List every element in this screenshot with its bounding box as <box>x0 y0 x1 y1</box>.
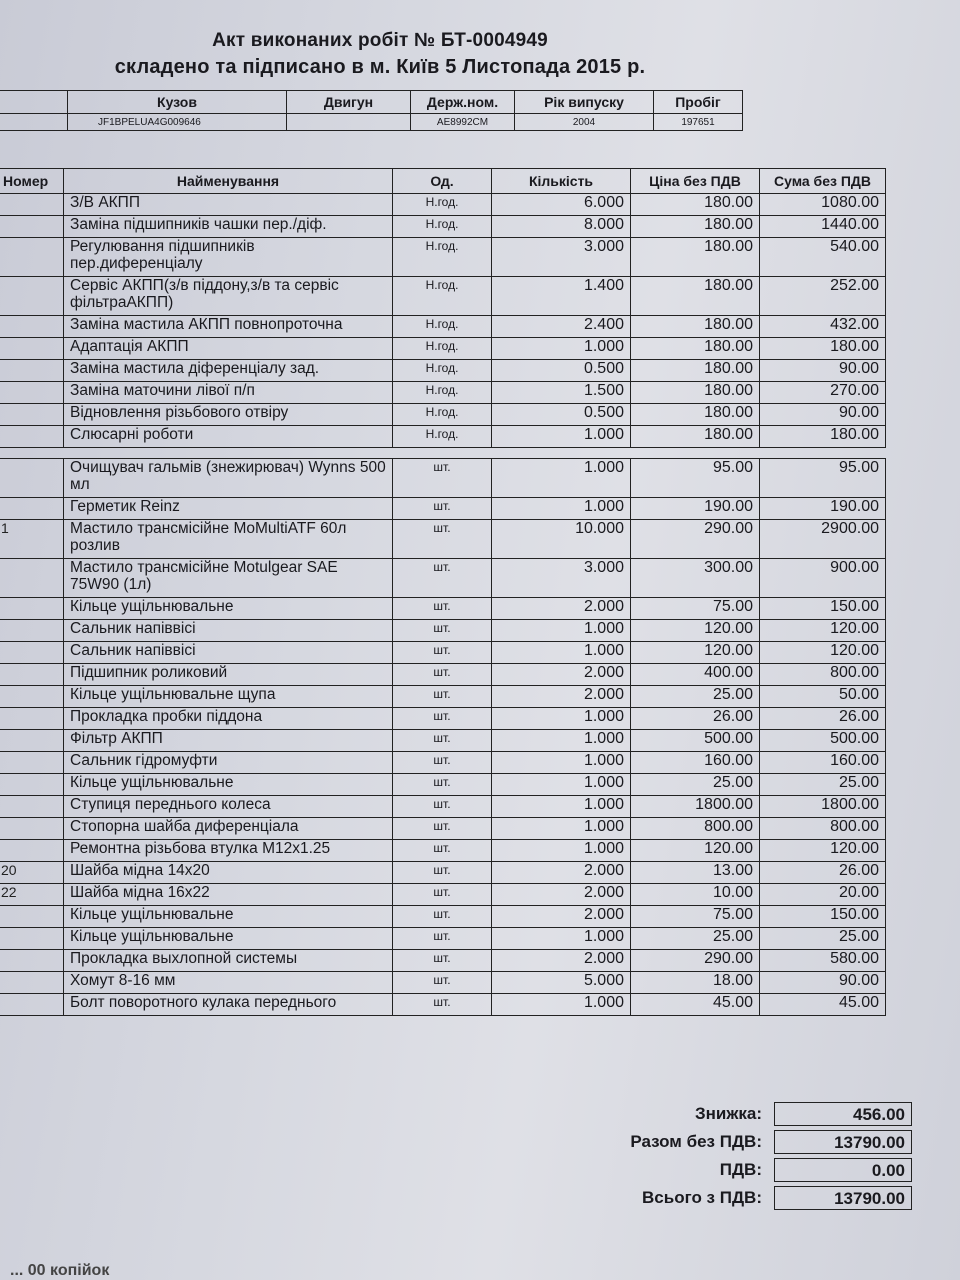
cell-sum: 190.00 <box>760 498 886 520</box>
cell-name: Заміна мастила діференціалу зад. <box>64 360 393 382</box>
cell-num <box>0 559 64 598</box>
table-row <box>0 316 886 338</box>
cell-price: 400.00 <box>631 664 760 686</box>
cell-sum: 1080.00 <box>760 194 886 216</box>
cell-unit: шт. <box>393 818 492 840</box>
cell-unit: шт. <box>393 664 492 686</box>
cell-name: Адаптація АКПП <box>64 338 393 360</box>
cell-unit: Н.год. <box>393 338 492 360</box>
cell-num <box>0 216 64 238</box>
cell-price: 120.00 <box>631 642 760 664</box>
cell-num <box>0 459 64 498</box>
cell-unit: шт. <box>393 708 492 730</box>
cell-sum: 580.00 <box>760 950 886 972</box>
cell-name: Кільце ущільнювальне <box>64 928 393 950</box>
cell-price: 75.00 <box>631 598 760 620</box>
table-row <box>0 238 886 277</box>
cell-price: 500.00 <box>631 730 760 752</box>
cell-sum: 90.00 <box>760 972 886 994</box>
cell-price: 290.00 <box>631 950 760 972</box>
table-row <box>0 194 886 216</box>
cell-qty: 1.000 <box>492 620 631 642</box>
cell-num <box>0 840 64 862</box>
cell-unit: шт. <box>393 950 492 972</box>
cell-qty: 2.400 <box>492 316 631 338</box>
cell-name: Шайба мідна 14х20 <box>64 862 393 884</box>
discount-value: 456.00 <box>774 1102 912 1126</box>
cell-name: Болт поворотного кулака переднього <box>64 994 393 1016</box>
cell-unit: шт. <box>393 906 492 928</box>
table-row <box>0 730 886 752</box>
cell-price: 180.00 <box>631 216 760 238</box>
cell-price: 10.00 <box>631 884 760 906</box>
cell-qty: 10.000 <box>492 520 631 559</box>
cell-qty: 1.000 <box>492 818 631 840</box>
cell-qty: 1.000 <box>492 498 631 520</box>
header-sum: Сума без ПДВ <box>760 169 886 194</box>
document-title: Акт виконаних робіт № БТ-0004949 <box>212 30 548 51</box>
cell-sum: 252.00 <box>760 277 886 316</box>
cell-name: Хомут 8-16 мм <box>64 972 393 994</box>
cell-num <box>0 277 64 316</box>
cell-name: Фільтр АКПП <box>64 730 393 752</box>
items-table <box>0 168 886 1016</box>
cell-name: Кільце ущільнювальне <box>64 774 393 796</box>
table-row <box>0 906 886 928</box>
cell-num <box>0 950 64 972</box>
table-row <box>0 277 886 316</box>
table-row <box>0 972 886 994</box>
cell-num <box>0 972 64 994</box>
cell-num <box>0 598 64 620</box>
cell-num: 1 <box>0 520 64 559</box>
cell-price: 25.00 <box>631 686 760 708</box>
cell-name: Слюсарні роботи <box>64 426 393 448</box>
cell-qty: 1.500 <box>492 382 631 404</box>
cell-unit: шт. <box>393 928 492 950</box>
table-row <box>0 642 886 664</box>
cell-sum: 25.00 <box>760 774 886 796</box>
vehicle-plate: AE8992CM <box>411 114 515 131</box>
cell-name: Регулювання підшипників пер.диференціалу <box>64 238 393 277</box>
cell-qty: 3.000 <box>492 559 631 598</box>
cell-sum: 1800.00 <box>760 796 886 818</box>
table-row <box>0 498 886 520</box>
part-rows <box>0 459 886 1016</box>
cell-price: 180.00 <box>631 382 760 404</box>
cell-name: Кільце ущільнювальне <box>64 906 393 928</box>
table-row <box>0 994 886 1016</box>
cell-price: 180.00 <box>631 426 760 448</box>
cell-price: 180.00 <box>631 338 760 360</box>
cell-num <box>0 708 64 730</box>
cell-unit: шт. <box>393 862 492 884</box>
table-row <box>0 862 886 884</box>
cell-qty: 3.000 <box>492 238 631 277</box>
cell-price: 290.00 <box>631 520 760 559</box>
cell-num: 22 <box>0 884 64 906</box>
cell-qty: 1.000 <box>492 774 631 796</box>
cell-unit: шт. <box>393 840 492 862</box>
table-row <box>0 752 886 774</box>
total-row-discount <box>442 1100 912 1128</box>
grand-total-value: 13790.00 <box>774 1186 912 1210</box>
cell-price: 800.00 <box>631 818 760 840</box>
cell-price: 180.00 <box>631 277 760 316</box>
cell-qty: 1.000 <box>492 994 631 1016</box>
cell-num <box>0 338 64 360</box>
cell-price: 120.00 <box>631 840 760 862</box>
cell-num <box>0 194 64 216</box>
cell-unit: Н.год. <box>393 404 492 426</box>
cell-name: Мастило трансмісійне MoMultiATF 60л розлив <box>64 520 393 559</box>
cell-num <box>0 796 64 818</box>
cell-qty: 1.000 <box>492 459 631 498</box>
cell-sum: 20.00 <box>760 884 886 906</box>
total-row-vat <box>442 1156 912 1184</box>
cell-sum: 150.00 <box>760 906 886 928</box>
vehicle-info-table <box>0 90 743 131</box>
cell-name: Мастило трансмісійне Motulgear SAE 75W90 (1л) <box>64 559 393 598</box>
cell-unit: шт. <box>393 774 492 796</box>
cell-sum: 50.00 <box>760 686 886 708</box>
cell-unit: Н.год. <box>393 277 492 316</box>
cell-num <box>0 316 64 338</box>
cell-num <box>0 818 64 840</box>
cell-sum: 180.00 <box>760 426 886 448</box>
cell-sum: 95.00 <box>760 459 886 498</box>
grand-total-label: Всього з ПДВ: <box>642 1188 762 1207</box>
cell-qty: 2.000 <box>492 664 631 686</box>
cell-qty: 2.000 <box>492 906 631 928</box>
table-row <box>0 840 886 862</box>
cell-unit: шт. <box>393 730 492 752</box>
cell-name: Шайба мідна 16х22 <box>64 884 393 906</box>
total-row-subtotal <box>442 1128 912 1156</box>
cell-unit: шт. <box>393 498 492 520</box>
cell-qty: 2.000 <box>492 862 631 884</box>
cell-qty: 1.000 <box>492 928 631 950</box>
cell-name: Сальник напіввісі <box>64 620 393 642</box>
cell-qty: 5.000 <box>492 972 631 994</box>
cell-unit: Н.год. <box>393 316 492 338</box>
cell-num <box>0 642 64 664</box>
cell-price: 75.00 <box>631 906 760 928</box>
cell-name: Кільце ущільнювальне <box>64 598 393 620</box>
cell-sum: 120.00 <box>760 620 886 642</box>
cell-price: 13.00 <box>631 862 760 884</box>
cell-name: Прокладка выхлопной системы <box>64 950 393 972</box>
table-row <box>0 559 886 598</box>
cell-qty: 8.000 <box>492 216 631 238</box>
cell-num <box>0 664 64 686</box>
cell-price: 180.00 <box>631 316 760 338</box>
document-subtitle: складено та підписано в м. Київ 5 Листопада 2015 р. <box>114 56 646 78</box>
cell-qty: 1.000 <box>492 426 631 448</box>
vehicle-header-blank <box>0 91 68 114</box>
cell-sum: 800.00 <box>760 818 886 840</box>
cell-qty: 2.000 <box>492 950 631 972</box>
cell-unit: шт. <box>393 994 492 1016</box>
cell-sum: 270.00 <box>760 382 886 404</box>
cell-price: 1800.00 <box>631 796 760 818</box>
vehicle-mileage: 197651 <box>654 114 743 131</box>
cell-unit: шт. <box>393 598 492 620</box>
cell-price: 95.00 <box>631 459 760 498</box>
cell-sum: 120.00 <box>760 642 886 664</box>
cell-unit: шт. <box>393 796 492 818</box>
table-row <box>0 520 886 559</box>
cell-price: 180.00 <box>631 238 760 277</box>
cell-num <box>0 774 64 796</box>
total-row-grand <box>442 1184 912 1212</box>
header-price: Ціна без ПДВ <box>631 169 760 194</box>
cell-unit: шт. <box>393 620 492 642</box>
cell-price: 180.00 <box>631 404 760 426</box>
cell-name: Сальник гідромуфти <box>64 752 393 774</box>
cell-sum: 500.00 <box>760 730 886 752</box>
cell-qty: 2.000 <box>492 884 631 906</box>
cell-num <box>0 404 64 426</box>
vehicle-cell-blank <box>0 114 68 131</box>
cell-price: 160.00 <box>631 752 760 774</box>
vehicle-year: 2004 <box>515 114 654 131</box>
cell-num <box>0 994 64 1016</box>
cell-qty: 1.000 <box>492 708 631 730</box>
cell-sum: 180.00 <box>760 338 886 360</box>
cell-unit: Н.год. <box>393 194 492 216</box>
table-row <box>0 338 886 360</box>
section-gap-cell <box>0 448 886 459</box>
table-row <box>0 216 886 238</box>
cell-num <box>0 928 64 950</box>
table-row <box>0 884 886 906</box>
table-row <box>0 404 886 426</box>
cell-sum: 90.00 <box>760 404 886 426</box>
cell-price: 25.00 <box>631 928 760 950</box>
cell-name: Стопорна шайба диференціала <box>64 818 393 840</box>
cell-sum: 1440.00 <box>760 216 886 238</box>
header-unit: Од. <box>393 169 492 194</box>
cell-price: 180.00 <box>631 360 760 382</box>
cell-name: Заміна маточини лівої п/п <box>64 382 393 404</box>
cell-name: Кільце ущільнювальне щупа <box>64 686 393 708</box>
cell-unit: Н.год. <box>393 216 492 238</box>
cell-sum: 26.00 <box>760 708 886 730</box>
cell-name: Ступиця переднього колеса <box>64 796 393 818</box>
cell-qty: 1.000 <box>492 338 631 360</box>
cell-qty: 2.000 <box>492 686 631 708</box>
cell-name: Заміна мастила АКПП повнопроточна <box>64 316 393 338</box>
cell-num <box>0 752 64 774</box>
cell-qty: 2.000 <box>492 598 631 620</box>
cell-unit: шт. <box>393 459 492 498</box>
cell-price: 190.00 <box>631 498 760 520</box>
cell-sum: 160.00 <box>760 752 886 774</box>
table-row <box>0 598 886 620</box>
vat-label: ПДВ: <box>719 1160 762 1179</box>
table-row <box>0 708 886 730</box>
cell-qty: 1.000 <box>492 840 631 862</box>
cell-num <box>0 426 64 448</box>
cell-sum: 26.00 <box>760 862 886 884</box>
cell-unit: шт. <box>393 686 492 708</box>
cell-num <box>0 686 64 708</box>
header-number: Номер <box>0 169 64 194</box>
table-row <box>0 664 886 686</box>
cell-unit: шт. <box>393 559 492 598</box>
cell-name: Відновлення різьбового отвіру <box>64 404 393 426</box>
cell-name: Герметик Reinz <box>64 498 393 520</box>
cell-qty: 1.000 <box>492 752 631 774</box>
section-gap <box>0 448 886 459</box>
table-row <box>0 360 886 382</box>
cell-price: 45.00 <box>631 994 760 1016</box>
cell-price: 300.00 <box>631 559 760 598</box>
vehicle-header-body: Кузов <box>68 91 287 114</box>
cell-unit: Н.год. <box>393 238 492 277</box>
cell-num <box>0 360 64 382</box>
table-row <box>0 620 886 642</box>
cell-sum: 2900.00 <box>760 520 886 559</box>
work-rows <box>0 194 886 448</box>
table-row <box>0 774 886 796</box>
cell-qty: 1.000 <box>492 730 631 752</box>
vehicle-header-mileage: Пробіг <box>654 91 743 114</box>
cell-num <box>0 382 64 404</box>
cell-unit: шт. <box>393 884 492 906</box>
discount-label: Знижка: <box>694 1104 762 1123</box>
cell-sum: 150.00 <box>760 598 886 620</box>
cell-sum: 432.00 <box>760 316 886 338</box>
vehicle-header-year: Рік випуску <box>515 91 654 114</box>
table-row <box>0 950 886 972</box>
cell-num <box>0 620 64 642</box>
cell-num <box>0 730 64 752</box>
header-quantity: Кількість <box>492 169 631 194</box>
cell-sum: 25.00 <box>760 928 886 950</box>
footer-text: ... 00 копійок <box>10 1262 110 1279</box>
cell-num: 20 <box>0 862 64 884</box>
vehicle-engine <box>287 114 411 131</box>
cell-price: 18.00 <box>631 972 760 994</box>
cell-price: 180.00 <box>631 194 760 216</box>
cell-name: Сальник напіввісі <box>64 642 393 664</box>
vat-value: 0.00 <box>774 1158 912 1182</box>
cell-unit: шт. <box>393 752 492 774</box>
table-row <box>0 686 886 708</box>
cell-name: Очищувач гальмів (знежирювач) Wynns 500 мл <box>64 459 393 498</box>
cell-unit: Н.год. <box>393 382 492 404</box>
cell-sum: 45.00 <box>760 994 886 1016</box>
cell-unit: шт. <box>393 972 492 994</box>
cell-qty: 0.500 <box>492 360 631 382</box>
table-row <box>0 796 886 818</box>
table-row <box>0 382 886 404</box>
cell-sum: 120.00 <box>760 840 886 862</box>
vehicle-vin: JF1BPELUA4G009646 <box>68 114 287 131</box>
cell-qty: 1.400 <box>492 277 631 316</box>
cell-qty: 0.500 <box>492 404 631 426</box>
cell-price: 26.00 <box>631 708 760 730</box>
cell-num <box>0 906 64 928</box>
table-row <box>0 818 886 840</box>
cell-unit: Н.год. <box>393 426 492 448</box>
subtotal-value: 13790.00 <box>774 1130 912 1154</box>
cell-name: Ремонтна різьбова втулка М12х1.25 <box>64 840 393 862</box>
cell-qty: 6.000 <box>492 194 631 216</box>
table-row <box>0 928 886 950</box>
cell-sum: 900.00 <box>760 559 886 598</box>
vehicle-header-plate: Держ.ном. <box>411 91 515 114</box>
cell-num <box>0 498 64 520</box>
table-row <box>0 426 886 448</box>
cell-unit: шт. <box>393 642 492 664</box>
cell-price: 120.00 <box>631 620 760 642</box>
subtotal-label: Разом без ПДВ: <box>630 1132 762 1151</box>
cell-qty: 1.000 <box>492 642 631 664</box>
cell-unit: Н.год. <box>393 360 492 382</box>
cell-price: 25.00 <box>631 774 760 796</box>
table-row <box>0 459 886 498</box>
cell-num <box>0 238 64 277</box>
cell-name: Підшипник роликовий <box>64 664 393 686</box>
cell-name: Прокладка пробки піддона <box>64 708 393 730</box>
cell-unit: шт. <box>393 520 492 559</box>
cell-name: З/В АКПП <box>64 194 393 216</box>
header-name: Найменування <box>64 169 393 194</box>
cell-sum: 540.00 <box>760 238 886 277</box>
cell-sum: 90.00 <box>760 360 886 382</box>
vehicle-header-engine: Двигун <box>287 91 411 114</box>
cell-name: Сервіс АКПП(з/в піддону,з/в та сервіс фільтраАКПП) <box>64 277 393 316</box>
cell-name: Заміна підшипників чашки пер./діф. <box>64 216 393 238</box>
cell-qty: 1.000 <box>492 796 631 818</box>
totals-block <box>442 1100 912 1212</box>
cell-sum: 800.00 <box>760 664 886 686</box>
